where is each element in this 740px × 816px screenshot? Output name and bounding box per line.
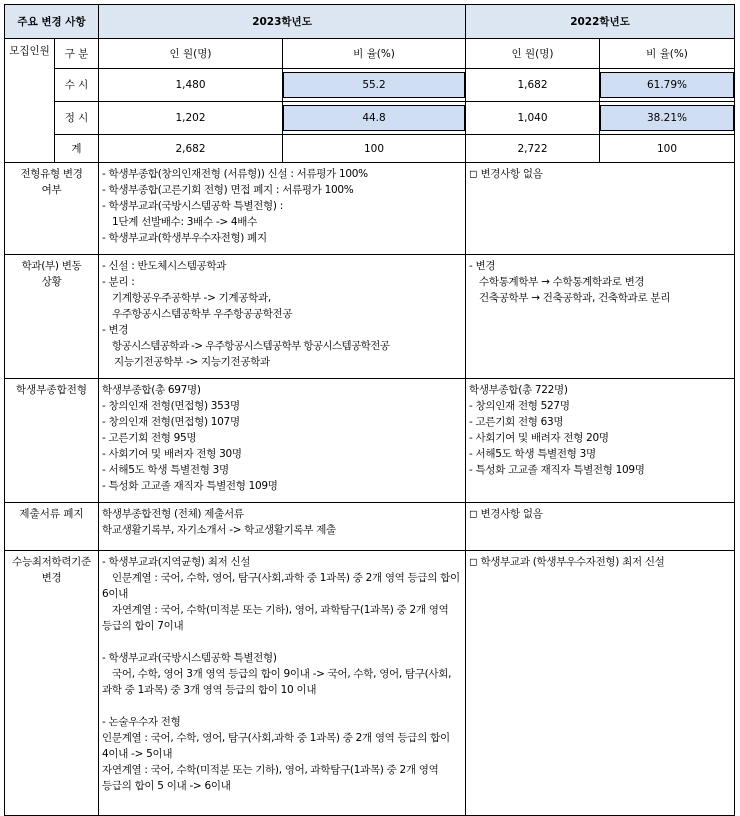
dept-change-2022: - 변경 수학통계학부 → 수학통계학과로 변경 건축공학부 → 건축공학과, 건축학과로 분리	[466, 255, 735, 379]
dept-change-row	[5, 255, 735, 379]
comprehensive-label: 학생부종합전형	[5, 379, 99, 503]
recruit-row-total	[5, 135, 735, 163]
csat-2023: - 학생부교과(지역균형) 최저 신설 인문계열 : 국어, 수학, 영어, 탐구(사회,과학 중 1과목) 중 2개 영역 등급의 합이 6이내 자연계열 : 국어, 수학(미적분 또는 기하), 영어, 과학탐구(1과목) 중 2개 영역 등급의 합이 7이내 - 학생부교과(국방시스템공학 특별전형) 국어, 수학, 영어 3개 영역 등급의 합이 9이내 -> 국어, 수학, 영어, 탐구(사회,과학 중 1과목) 중 3개 영역 등급의 합이 10 이내 - 논술우수자 전형 인문계열 : 국어, 수학, 영어, 탐구(사회,과학 중 1과목) 중 2개 영역 등급의 합이 4이내 -> 5이내 자연계열 : 국어, 수학(미적분 또는 기하), 영어, 과학탐구(1과목) 중 2개 영역 등급의 합이 5 이내 -> 6이내	[99, 551, 466, 816]
recruit-row-label: 계	[55, 135, 99, 163]
admission-changes-table	[4, 4, 735, 816]
recruit-col-count-2022: 인 원(명)	[466, 39, 600, 69]
comprehensive-2023: 학생부종합(총 697명) - 창의인재 전형(면접형) 353명 - 창의인재 전형(면접형) 107명 - 고른기회 전형 95명 - 사회기여 및 배려자 전형 30명 - 서해5도 학생 특별전형 3명 - 특성화 고교졸 재직자 특별전형 109명	[99, 379, 466, 503]
documents-2022: ◻ 변경사항 없음	[466, 503, 735, 551]
recruit-label: 모집인원	[5, 39, 55, 163]
recruit-count-2022: 1,040	[466, 102, 600, 135]
type-change-row	[5, 163, 735, 255]
type-change-2022: ◻ 변경사항 없음	[466, 163, 735, 255]
comprehensive-2022: 학생부종합(총 722명) - 창의인재 전형 527명 - 고른기회 전형 63명 - 사회기여 및 배려자 전형 20명 - 서해5도 학생 특별전형 3명 - 특성화 고교졸 재직자 특별전형 109명	[466, 379, 735, 503]
recruit-ratio-2022: 61.79%	[600, 72, 734, 98]
type-change-label: 전형유형 변경 여부	[5, 163, 99, 255]
documents-label: 제출서류 폐지	[5, 503, 99, 551]
recruit-col-label: 구 분	[55, 39, 99, 69]
recruit-col-ratio-2023: 비 율(%)	[283, 39, 466, 69]
recruit-col-ratio-2022: 비 율(%)	[600, 39, 735, 69]
comprehensive-row	[5, 379, 735, 503]
recruit-col-count-2023: 인 원(명)	[99, 39, 283, 69]
recruit-count-2023: 2,682	[99, 135, 283, 163]
recruit-ratio-2022: 100	[600, 135, 735, 163]
recruit-row-jeongsi	[5, 102, 735, 135]
recruit-count-2022: 2,722	[466, 135, 600, 163]
recruit-count-2022: 1,682	[466, 69, 600, 102]
csat-row	[5, 551, 735, 816]
recruit-row-label: 수 시	[55, 69, 99, 102]
header-2022: 2022학년도	[466, 5, 735, 39]
recruit-ratio-2022: 38.21%	[600, 105, 734, 131]
csat-2022: ◻ 학생부교과 (학생부우수자전형) 최저 신설	[466, 551, 735, 816]
documents-2023: 학생부종합전형 (전체) 제출서류 학교생활기록부, 자기소개서 -> 학교생활기록부 제출	[99, 503, 466, 551]
header-item: 주요 변경 사항	[5, 5, 99, 39]
recruit-ratio-2023: 100	[283, 135, 466, 163]
recruit-row-label: 정 시	[55, 102, 99, 135]
dept-change-2023: - 신설 : 반도체시스템공학과 - 분리 : 기계항공우주공학부 -> 기계공학과, 우주항공시스템공학부 우주항공공학전공 - 변경 항공시스템공학과 -> 우주항공시스템공학부 항공시스템공학전공 지능기전공학부 -> 지능기전공학과	[99, 255, 466, 379]
recruit-ratio-2023: 55.2	[283, 72, 465, 98]
documents-row	[5, 503, 735, 551]
type-change-2023: - 학생부종합(창의인재전형 (서류형)) 신설 : 서류평가 100% - 학생부종합(고른기회 전형) 면접 폐지 : 서류평가 100% - 학생부교과(국방시스템공학 특별전형) : 1단계 선발배수: 3배수 -> 4배수 - 학생부교과(학생부우수자전형) 폐지	[99, 163, 466, 255]
recruit-count-2023: 1,480	[99, 69, 283, 102]
recruit-count-2023: 1,202	[99, 102, 283, 135]
recruit-row-susi	[5, 69, 735, 102]
dept-change-label: 학과(부) 변동 상황	[5, 255, 99, 379]
header-row	[5, 5, 735, 39]
recruit-header-row	[5, 39, 735, 69]
csat-label: 수능최저학력기준 변경	[5, 551, 99, 816]
recruit-ratio-2023: 44.8	[283, 105, 465, 131]
header-2023: 2023학년도	[99, 5, 466, 39]
